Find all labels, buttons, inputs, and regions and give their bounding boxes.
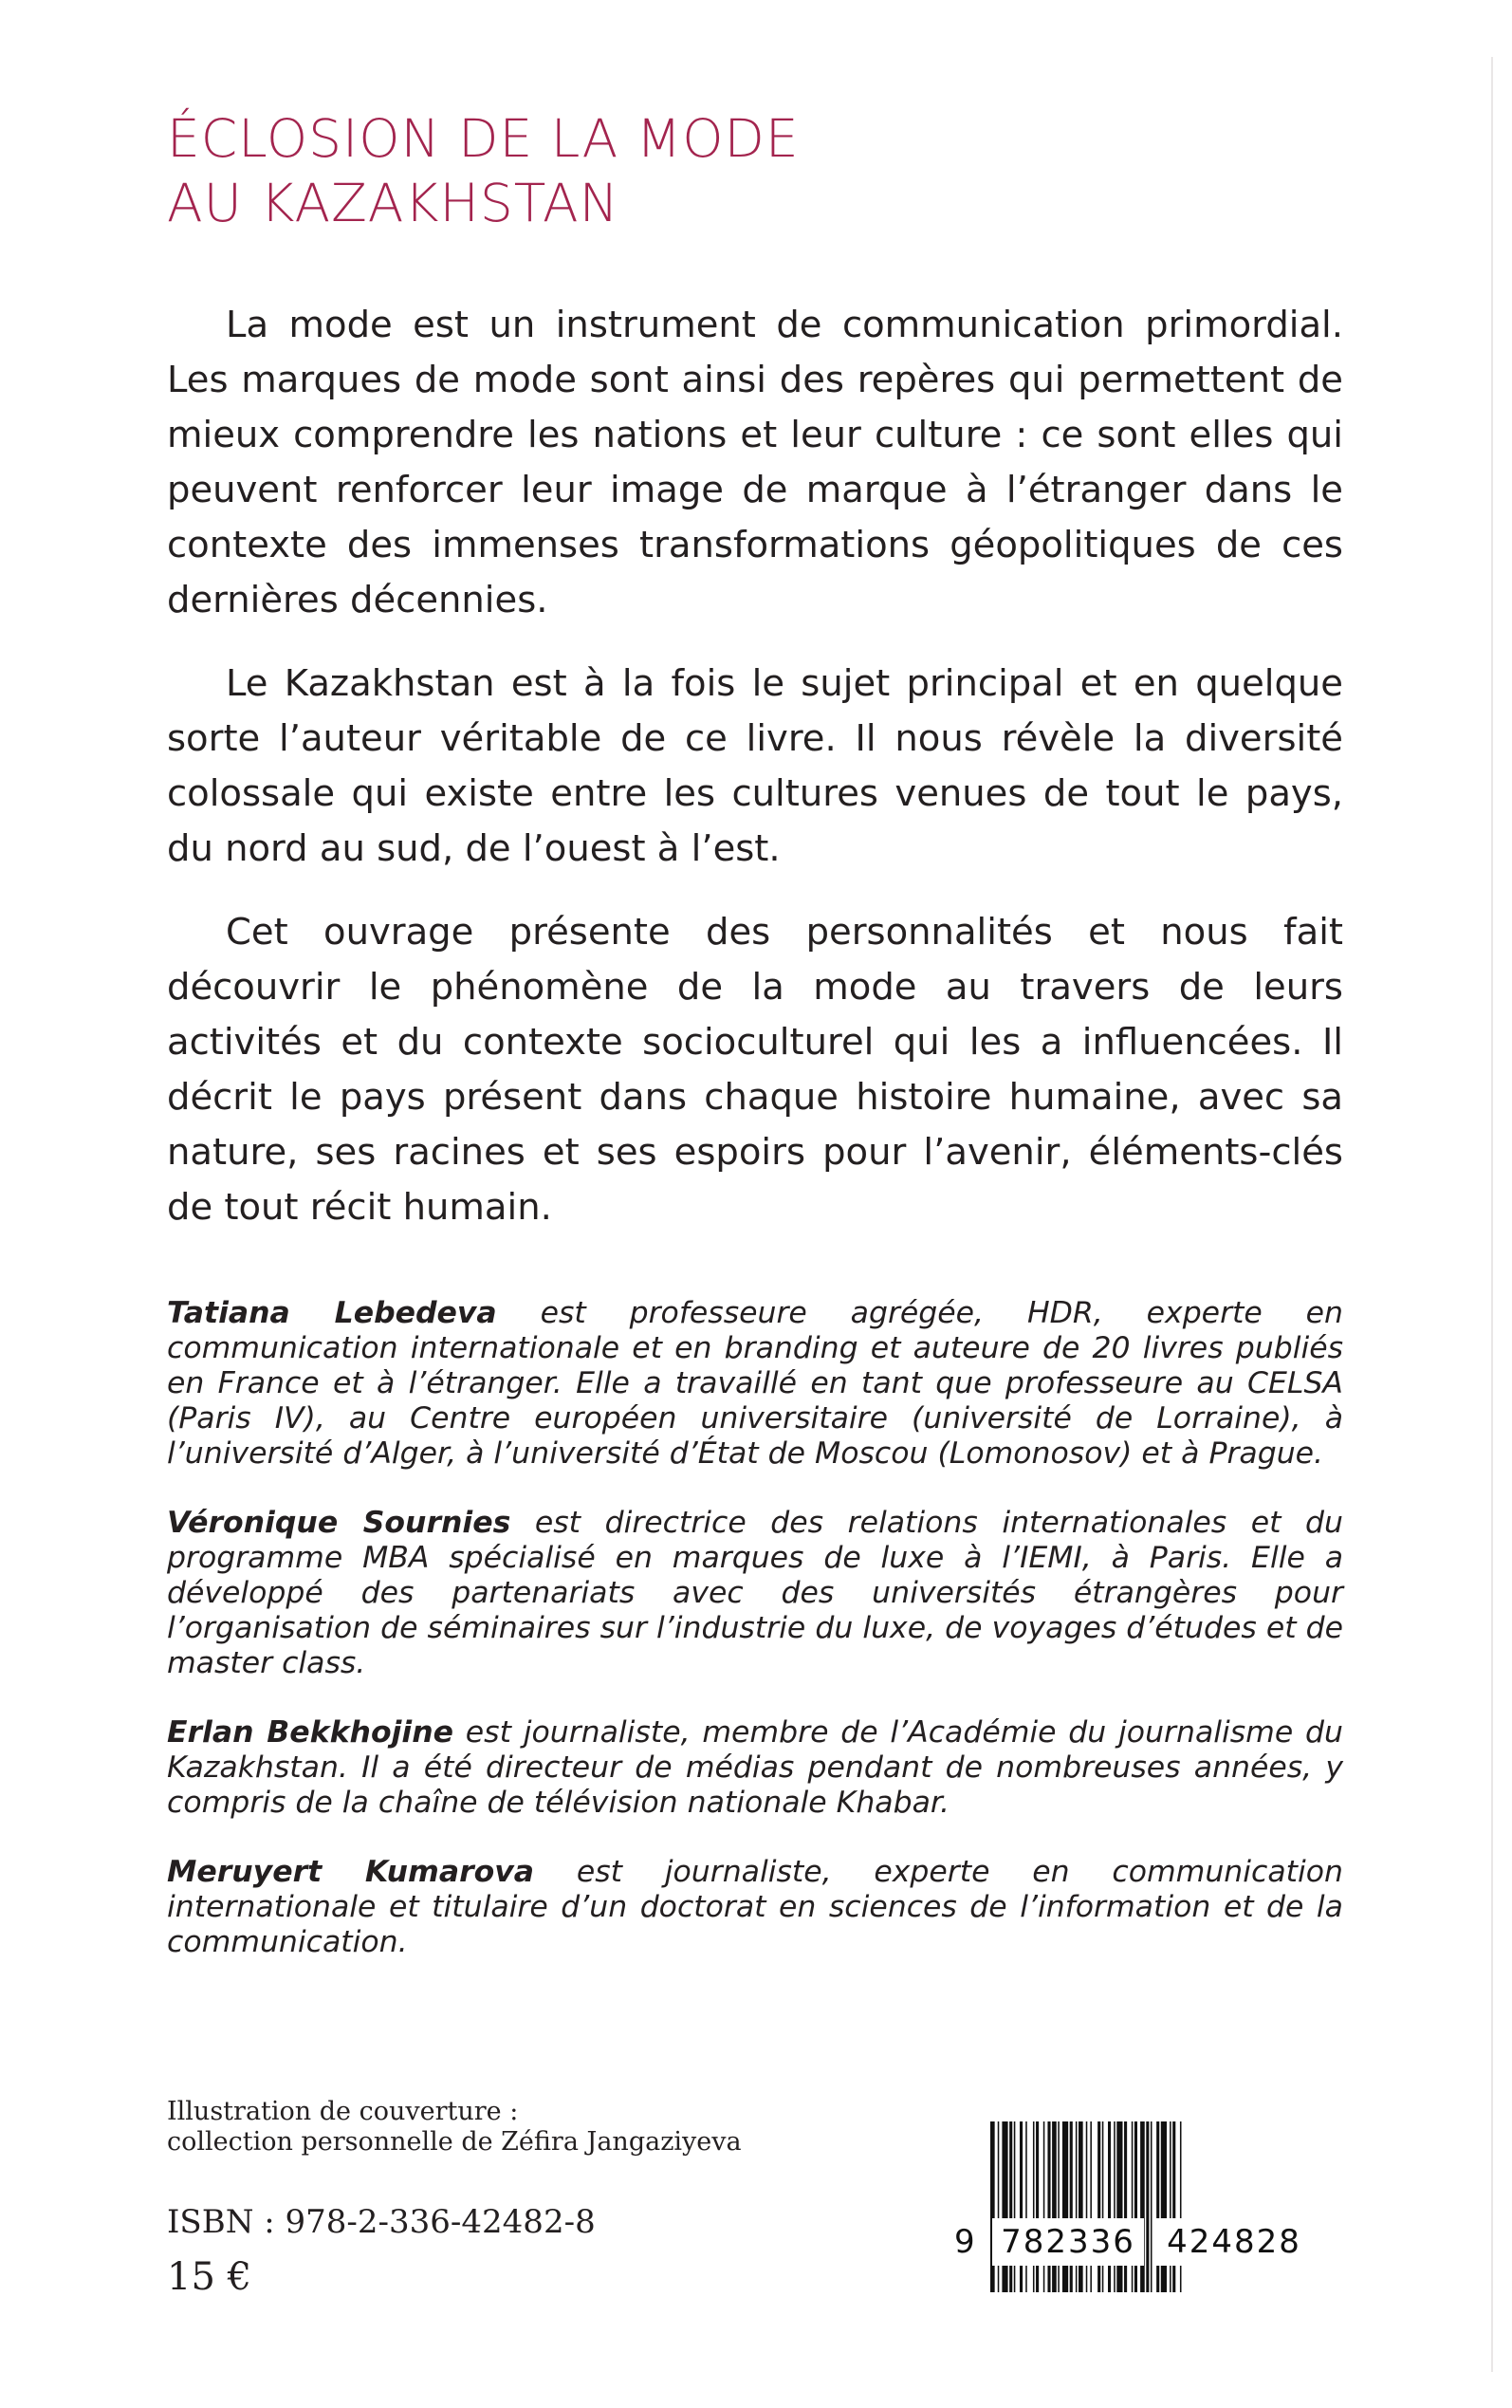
page-edge-line (1491, 57, 1493, 2372)
barcode-bar (1009, 2121, 1012, 2292)
barcode-bar (1036, 2121, 1039, 2292)
barcode-bar (1043, 2121, 1045, 2292)
author-bio-text: est journaliste, experte en communication internationale et titulaire d’un doctorat en sciences de l’information et de la communication. (167, 1855, 1343, 1959)
barcode-bar (1114, 2121, 1116, 2292)
isbn: ISBN : 978-2-336-42482-8 (167, 2203, 596, 2241)
barcode-bar (1097, 2121, 1100, 2292)
barcode-bar (1025, 2121, 1027, 2292)
barcode-bar (1108, 2121, 1111, 2292)
author-bio-text: est professeure agrégée, HDR, experte en communication internationale et en branding et auteure de 20 livres publiés en France et à l’étranger. Elle a travaillé en tant que professeure au CELSA (Paris IV), au Centre européen universitaire (université de Lorraine), à l’université d’Alger, à l’université d’État de Moscou (Lomonosov) et à Prague. (167, 1296, 1343, 1471)
barcode-bar (1090, 2121, 1092, 2292)
barcode-bar (1002, 2121, 1007, 2292)
barcode-bar (1052, 2121, 1057, 2292)
barcode-digit-group: 782336 (992, 2218, 1144, 2266)
barcode-bar (1170, 2121, 1171, 2292)
barcode-digit-group: 424828 (1155, 2218, 1313, 2266)
barcode-bar (1156, 2121, 1159, 2292)
blurb-paragraph: Cet ouvrage présente des personnalités et nous fait découvrir le phénomène de la mode au travers de leurs activités et du contexte socioculturel qui les a influencées. Il décrit le pays présent dans chaque histoire humaine, avec sa nature, ses racines et ses espoirs pour l’avenir, éléments-clés de tout récit humain. (167, 911, 1343, 1229)
author-name: Meruyert Kumarova (167, 1855, 535, 1889)
book-title-line-2: AU KAZAKHSTAN (167, 173, 619, 233)
barcode-digits (954, 2218, 1317, 2266)
barcode-bar (998, 2121, 1000, 2292)
author-bio-text: est directrice des relations internationales et du programme MBA spécialisé en marques de luxe à l’IEMI, à Paris. Elle a développé des partenariats avec des universités étrangères pour l’organisation de séminaires sur l’industrie du luxe, de voyages d’études et de master class. (167, 1506, 1343, 1680)
barcode-bar (1047, 2121, 1050, 2292)
barcode-bar (1033, 2121, 1035, 2292)
barcode-lead-digit: 9 (954, 2223, 975, 2261)
author-bio (167, 1855, 1343, 1960)
barcode-bar (1140, 2121, 1145, 2292)
author-name: Véronique Sournies (167, 1506, 511, 1540)
barcode-bar (990, 2121, 995, 2292)
barcode-bar (1124, 2121, 1127, 2292)
blurb (167, 298, 1343, 1264)
barcode-bar (1172, 2121, 1175, 2292)
author-bio-text: est journaliste, membre de l’Académie du journalisme du Kazakhstan. Il a été directeur de médias pendant de nombreuses années, y compris de la chaîne de télévision nationale Khabar. (167, 1715, 1343, 1820)
credits-line-1: Illustration de couverture : (167, 2097, 519, 2126)
author-bio (167, 1296, 1343, 1472)
barcode-bar (1020, 2121, 1023, 2292)
barcode-bar (1070, 2121, 1073, 2292)
author-name: Tatiana Lebedeva (167, 1296, 497, 1330)
barcode-bar (1058, 2121, 1060, 2292)
price: 15 € (167, 2255, 252, 2299)
barcode-bar (1079, 2121, 1083, 2292)
barcode-bar (1180, 2121, 1182, 2292)
barcode-bar (1116, 2121, 1122, 2292)
barcode-bar (1076, 2121, 1078, 2292)
barcode-bar (1102, 2121, 1104, 2292)
author-bio (167, 1506, 1343, 1681)
author-bios (167, 1296, 1343, 1994)
barcode-bar (1146, 2121, 1149, 2292)
barcode-bar (1062, 2121, 1068, 2292)
blurb-paragraph: La mode est un instrument de communication primordial. Les marques de mode sont ainsi des repères qui permettent de mieux comprendre les nations et leur culture : ce sont elles qui peuvent renforcer leur image de marque à l’étranger dans le contexte des immenses transformations géopolitiques de ces dernières décennies. (167, 304, 1343, 621)
blurb-paragraph: Le Kazakhstan est à la fois le sujet principal et en quelque sorte l’auteur véritable de ce livre. Il nous révèle la diversité colossale qui existe entre les cultures venues de tout le pays, du nord au sud, de l’ouest à l’est. (167, 662, 1343, 870)
barcode-bar (1086, 2121, 1088, 2292)
author-bio (167, 1715, 1343, 1821)
book-title-line-1: ÉCLOSION DE LA MODE (167, 108, 800, 169)
barcode-bar (1132, 2121, 1134, 2292)
author-name: Erlan Bekkhojine (167, 1715, 453, 1750)
barcode-bar (1014, 2121, 1016, 2292)
barcode-bar (1134, 2121, 1137, 2292)
cover-illustration-credits (167, 2097, 742, 2158)
barcode-bar (1161, 2121, 1167, 2292)
book-title (167, 106, 800, 235)
barcode-icon (988, 2121, 1317, 2292)
credits-line-2: collection personnelle de Zéfira Jangaziyeva (167, 2127, 742, 2157)
barcode-bar (1151, 2121, 1152, 2292)
